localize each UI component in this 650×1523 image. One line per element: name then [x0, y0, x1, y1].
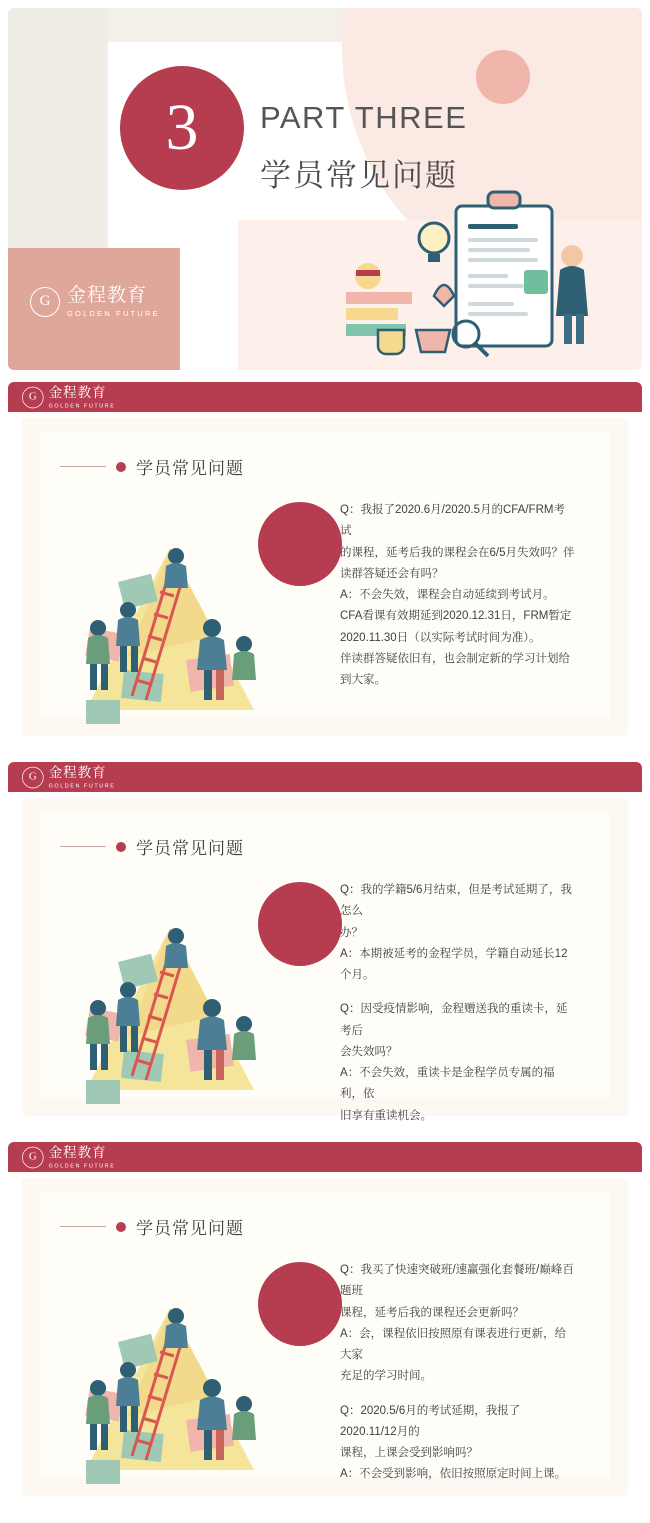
section-bullet-icon	[116, 842, 126, 852]
brand-name-en: GOLDEN FUTURE	[48, 782, 116, 789]
qa-line: A：不会失效，课程会自动延续到考试月。	[340, 589, 555, 602]
brand-name-cn: 金程教育	[48, 765, 107, 781]
teamwork-illustration	[66, 1270, 286, 1495]
teamwork-illustration	[66, 510, 286, 735]
qa-line: CFA看课有效期延到2020.12.31日，FRM暂定	[340, 610, 572, 623]
qa-text-block	[340, 500, 576, 691]
section-rule	[60, 846, 106, 847]
qa-line: 伴读群答疑依旧有，也会制定新的学习计划给	[340, 652, 570, 665]
section-bullet-icon	[116, 1222, 126, 1232]
qa-line: A：不会失效，重读卡是金程学员专属的福利，依	[340, 1067, 555, 1101]
qa-line: A：不会受到影响，依旧按照原定时间上课。	[340, 1468, 567, 1481]
cover-illustration	[338, 184, 608, 364]
qa-line: 到大家。	[340, 674, 386, 687]
qa-text-block	[340, 880, 576, 1127]
cover-accent-dot	[476, 50, 530, 104]
cover-title-group	[260, 100, 467, 195]
logo-seal-icon	[22, 387, 44, 409]
brand-name-en: GOLDEN FUTURE	[48, 402, 116, 409]
slide-panel	[22, 418, 628, 736]
qa-line: Q：我报了2020.6月/2020.5月的CFA/FRM考试	[340, 504, 565, 538]
brand-logo-text	[67, 286, 160, 318]
qa-slide-3	[8, 1142, 642, 1510]
qa-line: Q：因受疫情影响，金程赠送我的重读卡，延考后	[340, 1003, 568, 1037]
qa-text-block	[340, 1260, 576, 1486]
topbar-brand-logo	[22, 1146, 115, 1169]
section-rule	[60, 1226, 106, 1227]
section-title: 学员常见问题	[136, 459, 244, 478]
section-title: 学员常见问题	[136, 839, 244, 858]
qa-line: A：本期被延考的金程学员，学籍自动延长12个月。	[340, 947, 568, 982]
slide-panel	[22, 1178, 628, 1496]
section-header	[60, 454, 244, 479]
section-bullet-icon	[116, 462, 126, 472]
qa-slide-1	[8, 382, 642, 750]
slide-topbar	[8, 1142, 642, 1172]
topbar-brand-text	[49, 1146, 116, 1169]
brand-name-cn: 金程教育	[67, 285, 148, 306]
qa-line: 办？	[340, 926, 363, 939]
qa-line: 2020.11.30日（以实际考试时间为准）。	[340, 631, 541, 644]
slide-panel	[22, 798, 628, 1122]
brand-name-cn: 金程教育	[48, 1145, 107, 1161]
part-number-badge	[120, 66, 244, 190]
cover-left-band	[8, 8, 108, 248]
qa-line: 旧享有重读机会。	[340, 1109, 432, 1122]
qa-block-gap	[340, 986, 576, 999]
teamwork-illustration	[66, 890, 286, 1115]
logo-seal-letter: G	[28, 771, 37, 783]
logo-seal-icon	[22, 767, 44, 789]
brand-name-cn: 金程教育	[48, 385, 107, 401]
cover-title-en: PART THREE	[260, 100, 468, 135]
topbar-brand-text	[49, 386, 116, 409]
cover-title-cn: 学员常见问题	[260, 158, 458, 193]
topbar-brand-logo	[22, 386, 115, 409]
slide-topbar	[8, 762, 642, 792]
brand-name-en: GOLDEN FUTURE	[48, 1162, 116, 1169]
logo-seal-icon	[30, 287, 60, 317]
qa-line: 课程，上课会受到影响吗？	[340, 1447, 478, 1460]
qa-line: 会失效吗？	[340, 1045, 398, 1058]
logo-seal-letter: G	[28, 1151, 37, 1163]
topbar-brand-text	[49, 766, 116, 789]
brand-name-en: GOLDEN FUTURE	[67, 308, 160, 318]
qa-line: Q：我买了快速突破班/速赢强化套餐班/巅峰百题班	[340, 1264, 574, 1298]
topbar-brand-logo	[22, 766, 115, 789]
qa-line: 课程，延考后我的课程还会更新吗？	[340, 1306, 524, 1319]
logo-seal-icon	[22, 1147, 44, 1169]
qa-block-gap	[340, 1388, 576, 1401]
logo-seal-letter: G	[28, 391, 37, 403]
section-title: 学员常见问题	[136, 1219, 244, 1238]
qa-line: 读群答疑还会有吗？	[340, 567, 444, 580]
slide-inner-card	[40, 1192, 610, 1481]
qa-line: Q：2020.5/6月的考试延期，我报了2020.11/12月的	[340, 1404, 521, 1438]
qa-line: A：会，课程依旧按照原有课表进行更新，给大家	[340, 1327, 567, 1362]
slide-topbar	[8, 382, 642, 412]
part-number: 3	[165, 91, 199, 164]
slide-inner-card	[40, 432, 610, 718]
qa-line: 的课程，延考后我的课程会在6/5月失效吗？伴	[340, 546, 575, 559]
qa-line: 充足的学习时间。	[340, 1370, 432, 1383]
slide-inner-card	[40, 812, 610, 1122]
brand-logo	[30, 286, 160, 318]
section-header	[60, 834, 244, 859]
qa-slide-2	[8, 762, 642, 1130]
logo-seal-letter: G	[39, 293, 51, 310]
cover-slide	[8, 8, 642, 370]
qa-line: Q：我的学籍5/6月结束，但是考试延期了，我怎么	[340, 884, 572, 918]
section-rule	[60, 466, 106, 467]
section-header	[60, 1214, 244, 1239]
